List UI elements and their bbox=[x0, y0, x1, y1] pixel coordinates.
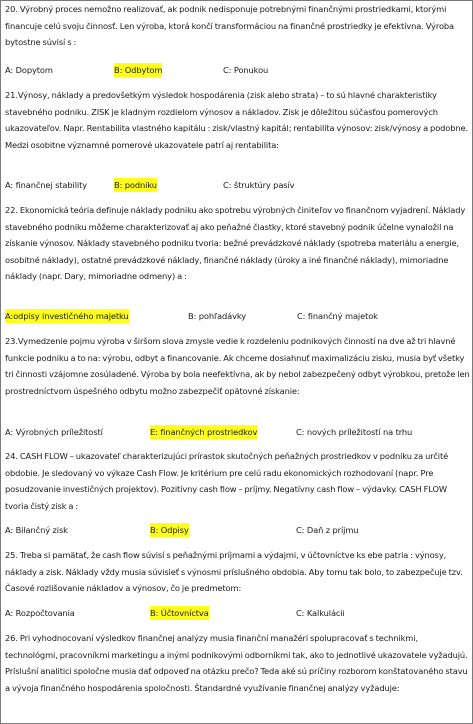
answer-24-c: C: Daň z príjmu bbox=[296, 525, 359, 535]
question-25-answers bbox=[5, 606, 470, 620]
question-23-text: 23.Vymedzenie pojmu výroba v širšom slova zmysle vedie k rozdeleniu podnikových činností na dve až tri hlavné funkcie podniku a to na: výrobu, odbyt a financovanie. Ak chceme dosiahnuť maximalizáciu zisku, musia byť všetky tri činnosti vzájomne zosúladené. Výroba by bola neefektívna, ak by nebol zabezpečený odbyt výrobkou, pretože len prostredníctvom úspešného odbytu možno zabezpečiť opätovné získanie: bbox=[5, 336, 470, 396]
question-25-text: 25. Treba si pamätať, že cash flow súvisí s peňažnými príjmami a výdajmi, v účtovníctve ks ebe patria : výnosy, náklady a zisk. Náklady vždy musia súvisieť s výnosmi príslušného obdobia. Aby tomu tak bolo, to zabezpečuje tzv. Časové rozlišovanie nákladov a výnosov, čo je predmetom: bbox=[5, 550, 463, 594]
answer-25-a: A: Rozpočtovania bbox=[5, 608, 75, 618]
question-22-text: 22. Ekonomická teória definuje náklady podniku ako spotrebu výrobných činiteľov vo finančnom vyjadrení. Náklady stavebného podniku môžeme charakterizovať aj ako peňažné čiastky, ktoré stavebný podnik účelne vynaložil na získanie výnosov. Náklady stavebného podniku tvoria: bežné prevádzkové náklady (spotreba materiálu a energie, osobitné náklady), ostatné prevádzkové náklady, finančné náklady (úroky a iné finančné náklady), mimoriadne náklady (napr. Dary, mimoriadne odmeny) a : bbox=[5, 205, 466, 282]
question-24-answers bbox=[5, 523, 470, 537]
question-21-text: 21.Výnosy, náklady a predovšetkým výsledok hospodárenia (zisk alebo strata) – to sú hlavné charakteristiky stavebného podniku. ZISK je kladným rozdielom výnosov a nákladov. Zisk je dôležitou súčasťou pomerových ukazovateľov. Napr. Rentabilita vlastného kapitálu : zisk/vlastný kapitál; rentabilita výnosov: zisk/výnosy a podobne. Medzi osobitne významné pomerové ukazovatele patrí aj rentabilita: bbox=[5, 90, 469, 150]
answer-25-c: C: Kalkulácii bbox=[296, 608, 345, 618]
question-26-text: 26. Pri vyhodnocovaní výsledkov finančnej analýzy musia finanční manažéri spolupracovať s technikmi, technológmi, pracovníkmi marketingu a inými podnikovými odborníkmi tak, ako to jednotlivé ukazovatele vyžadujú. Príslušní analitici spoločne musia dať odpoveď na otázku prečo? Teda aké sú príčiny rozborom konštatovaného stavu a vývoja finančného hospodárenia spoločnosti. Štandardné využívanie finančnej analýzy vyžaduje: bbox=[5, 633, 468, 693]
answer-24-b-correct: B: Odpisy bbox=[150, 525, 189, 535]
answer-23-c: C: nových príležitostí na trhu bbox=[296, 427, 413, 437]
answer-21-c: C: štruktúry pasív bbox=[223, 180, 295, 190]
question-23-answers bbox=[5, 425, 470, 439]
question-21-answers bbox=[5, 178, 470, 192]
question-22-answers bbox=[5, 309, 470, 323]
question-20-text: 20. Výrobný proces nemožno realizovať, ak podnik nedisponuje potrebnými finančnými prostriedkami, ktorými financuje celú svoju činnosť. Len výroba, ktorá končí transformáciou na finančné prostriedky je efektívna. Výroba bytostne súvisí s : bbox=[5, 4, 455, 48]
answer-20-a: A: Dopytom bbox=[5, 65, 53, 75]
answer-21-a: A: finančnej stability bbox=[5, 180, 88, 190]
question-24-text: 24. CASH FLOW – ukazovateľ charakterizujúci prírastok skutočných peňažných prostriedkov v podniku za určité obdobie. Je sledovaný vo výkaze Cash Flow. Je kritérium pre celú radu ekonomických rozhodovaní (napr. Pre posudzovanie investičných projektov). Pozitívny cash flow – príjmy. Negatívny cash flow – výdavky. CASH FLOW tvoria čistý zisk a : bbox=[5, 451, 449, 511]
answer-20-b-correct: B: Odbytom bbox=[114, 65, 163, 75]
answer-23-a: A: Výrobných príležitostí bbox=[5, 427, 103, 437]
answer-21-b-correct: B: podniku bbox=[114, 180, 157, 190]
answer-24-a: A: Bilančný zisk bbox=[5, 525, 68, 535]
answer-23-e-correct: E: finančných prostriedkov bbox=[150, 427, 258, 437]
answer-22-b: B: pohľadávky bbox=[188, 311, 247, 321]
question-20-answers bbox=[5, 63, 470, 77]
answer-25-b-correct: B: Účtovníctva bbox=[150, 608, 209, 618]
answer-20-c: C: Ponukou bbox=[223, 65, 269, 75]
answer-22-c: C: finančný majetok bbox=[297, 311, 378, 321]
answer-22-a-correct: A:odpisy investičného majetku bbox=[5, 311, 129, 321]
